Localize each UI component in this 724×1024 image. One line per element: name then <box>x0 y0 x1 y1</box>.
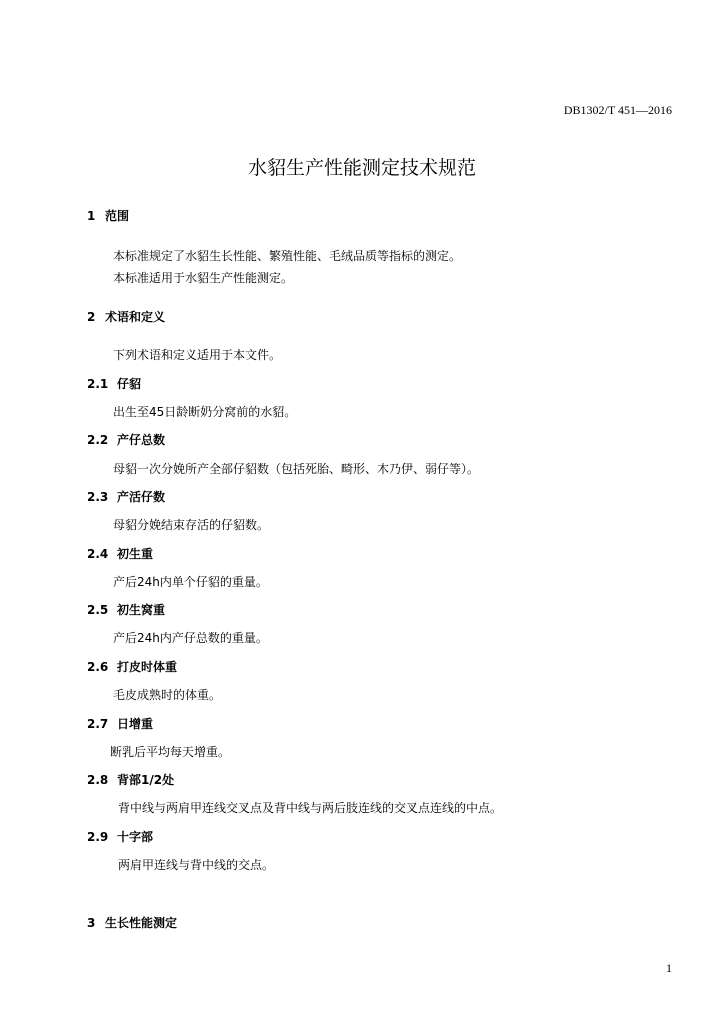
section-heading-2 <box>87 308 165 325</box>
term-definition: 母貂分娩结束存活的仔貂数。 <box>113 518 270 532</box>
page-number: 1 <box>666 961 672 975</box>
section-title: 范围 <box>105 209 130 223</box>
section-heading-3 <box>87 914 177 931</box>
term-definition: 产后24h内产仔总数的重量。 <box>113 631 268 645</box>
term-title: 日增重 <box>117 717 154 731</box>
term-definition: 断乳后平均每天增重。 <box>110 745 231 759</box>
term-number: 2.2 <box>87 433 109 447</box>
page-title: 水貂生产性能测定技术规范 <box>247 157 476 179</box>
section-number: 3 <box>87 916 96 930</box>
term-heading-2-2 <box>87 431 165 448</box>
section-number: 1 <box>87 209 96 223</box>
term-heading-2-7 <box>87 715 153 732</box>
term-number: 2.5 <box>87 603 109 617</box>
term-heading-2-5 <box>87 601 165 618</box>
term-title: 产仔总数 <box>117 433 166 447</box>
term-number: 2.6 <box>87 660 109 674</box>
term-heading-2-6 <box>87 658 177 675</box>
term-definition: 出生至45日龄断奶分窝前的水貂。 <box>113 405 297 419</box>
term-title: 十字部 <box>117 830 154 844</box>
term-definition: 两肩甲连线与背中线的交点。 <box>118 858 275 872</box>
document-number: DB1302/T 451—2016 <box>563 103 672 117</box>
term-number: 2.9 <box>87 830 109 844</box>
section-number: 2 <box>87 310 96 324</box>
paragraph: 本标准规定了水貂生长性能、繁殖性能、毛绒品质等指标的测定。 <box>113 249 462 263</box>
term-title: 产活仔数 <box>117 490 166 504</box>
term-definition: 产后24h内单个仔貂的重量。 <box>113 575 268 589</box>
term-title: 初生窝重 <box>117 603 166 617</box>
term-title: 初生重 <box>117 547 154 561</box>
term-title: 打皮时体重 <box>117 660 178 674</box>
term-heading-2-3 <box>87 488 165 505</box>
term-title: 仔貂 <box>117 377 142 391</box>
term-title: 背部1/2处 <box>117 773 175 787</box>
term-heading-2-8 <box>87 771 174 788</box>
term-heading-2-4 <box>87 545 153 562</box>
term-number: 2.8 <box>87 773 109 787</box>
term-heading-2-9 <box>87 828 153 845</box>
term-number: 2.7 <box>87 717 109 731</box>
section-title: 生长性能测定 <box>105 916 178 930</box>
paragraph: 本标准适用于水貂生产性能测定。 <box>113 271 294 285</box>
term-definition: 母貂一次分娩所产全部仔貂数（包括死胎、畸形、木乃伊、弱仔等）。 <box>113 462 480 476</box>
section-heading-1 <box>87 207 129 224</box>
term-definition: 背中线与两肩甲连线交叉点及背中线与两后肢连线的交叉点连线的中点。 <box>118 801 503 815</box>
term-number: 2.1 <box>87 377 109 391</box>
term-heading-2-1 <box>87 375 141 392</box>
term-definition: 毛皮成熟时的体重。 <box>113 688 222 702</box>
term-number: 2.3 <box>87 490 109 504</box>
paragraph: 下列术语和定义适用于本文件。 <box>113 348 282 362</box>
term-number: 2.4 <box>87 547 109 561</box>
section-title: 术语和定义 <box>105 310 166 324</box>
